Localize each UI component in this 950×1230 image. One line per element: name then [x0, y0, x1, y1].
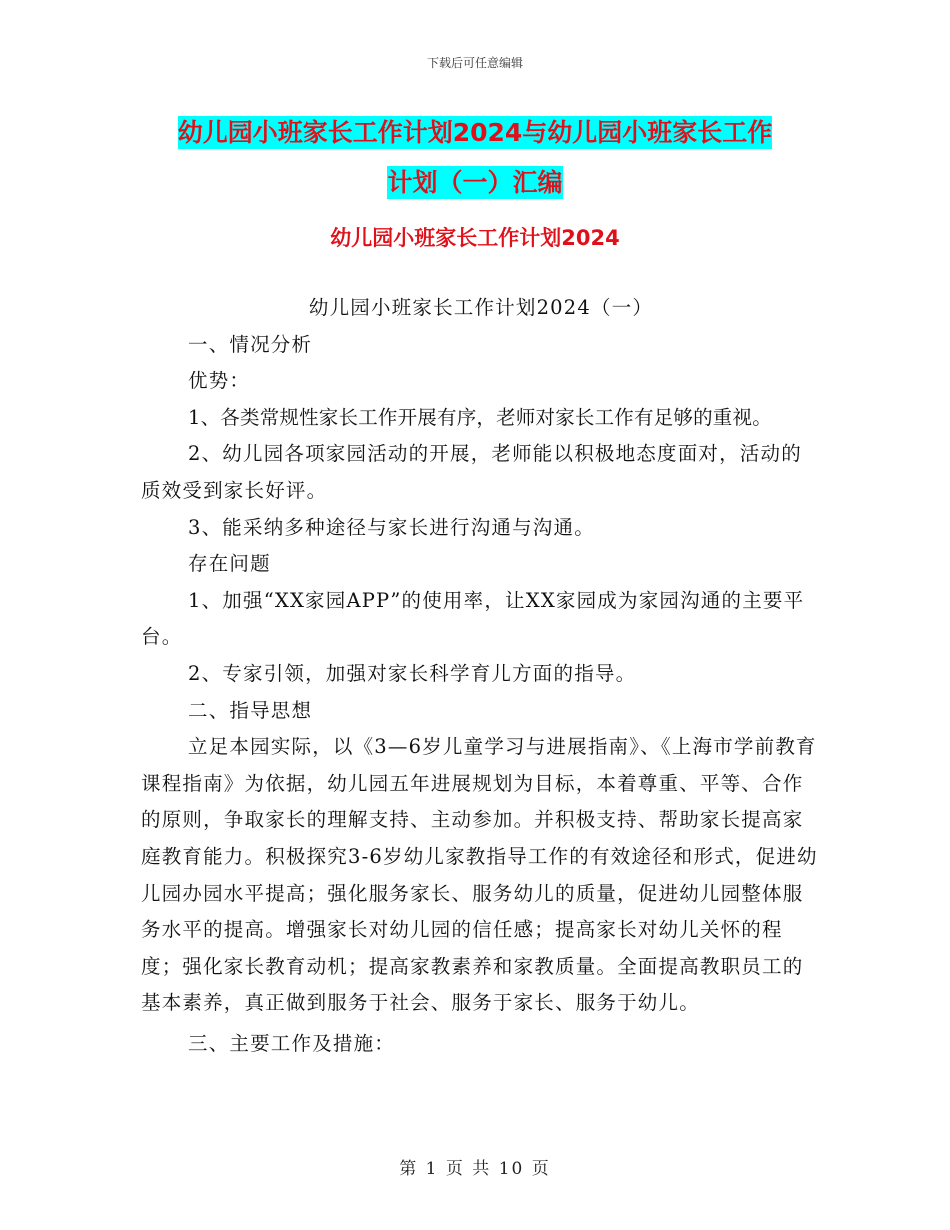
document-title-line-2: 计划（一）汇编 [387, 168, 563, 197]
advantage-item-2: 2、幼儿园各项家园活动的开展，老师能以积极地态度面对，活动的质效受到家长好评。 [141, 442, 802, 502]
section-title: 幼儿园小班家长工作计划2024 [330, 226, 620, 250]
document-body [141, 290, 821, 1062]
document-title [0, 108, 950, 208]
problem-item-2: 2、专家引领，加强对家长科学育儿方面的指导。 [188, 661, 637, 685]
plan-subtitle: 幼儿园小班家长工作计划2024（一） [308, 296, 654, 319]
advantage-item-1: 1、各类常规性家长工作开展有序，老师对家长工作有足够的重视。 [188, 405, 772, 429]
guiding-ideology-paragraph: 立足本园实际，以《3—6岁儿童学习与进展指南》、《上海市学前教育课程指南》为依据，幼儿园五年进展规划为目标，本着尊重、平等、合作的原则，争取家长的理解支持、主动参加。并积极支持、帮助家长提高家庭教育能力。积极探究3-6岁幼儿家教指导工作的有效途径和形式，促进幼儿园办园水平提高；强化服务家长、服务幼儿的质量，促进幼儿园整体服务水平的提高。增强家长对幼儿园的信任感；提高家长对幼儿关怀的程度；强化家长教育动机；提高家教素养和家教质量。全面提高教职员工的基本素养，真正做到服务于社会、服务于家长、服务于幼儿。 [141, 735, 818, 1015]
document-title-line-1: 幼儿园小班家长工作计划2024与幼儿园小班家长工作 [177, 118, 773, 147]
heading-guiding-ideology: 二、指导思想 [188, 698, 313, 722]
problems-label: 存在问题 [188, 552, 271, 576]
page-footer: 第 1 页 共 10 页 [399, 1159, 551, 1179]
page-header: 下载后可任意编辑 [426, 56, 523, 70]
problem-item-1: 1、加强“XX家园APP”的使用率，让XX家园成为家园沟通的主要平台。 [141, 588, 805, 649]
advantages-label: 优势： [188, 369, 251, 393]
heading-main-work-measures: 三、主要工作及措施： [188, 1031, 396, 1055]
heading-situation-analysis: 一、情况分析 [188, 332, 313, 356]
advantage-item-3: 3、能采纳多种途径与家长进行沟通与沟通。 [188, 515, 595, 539]
